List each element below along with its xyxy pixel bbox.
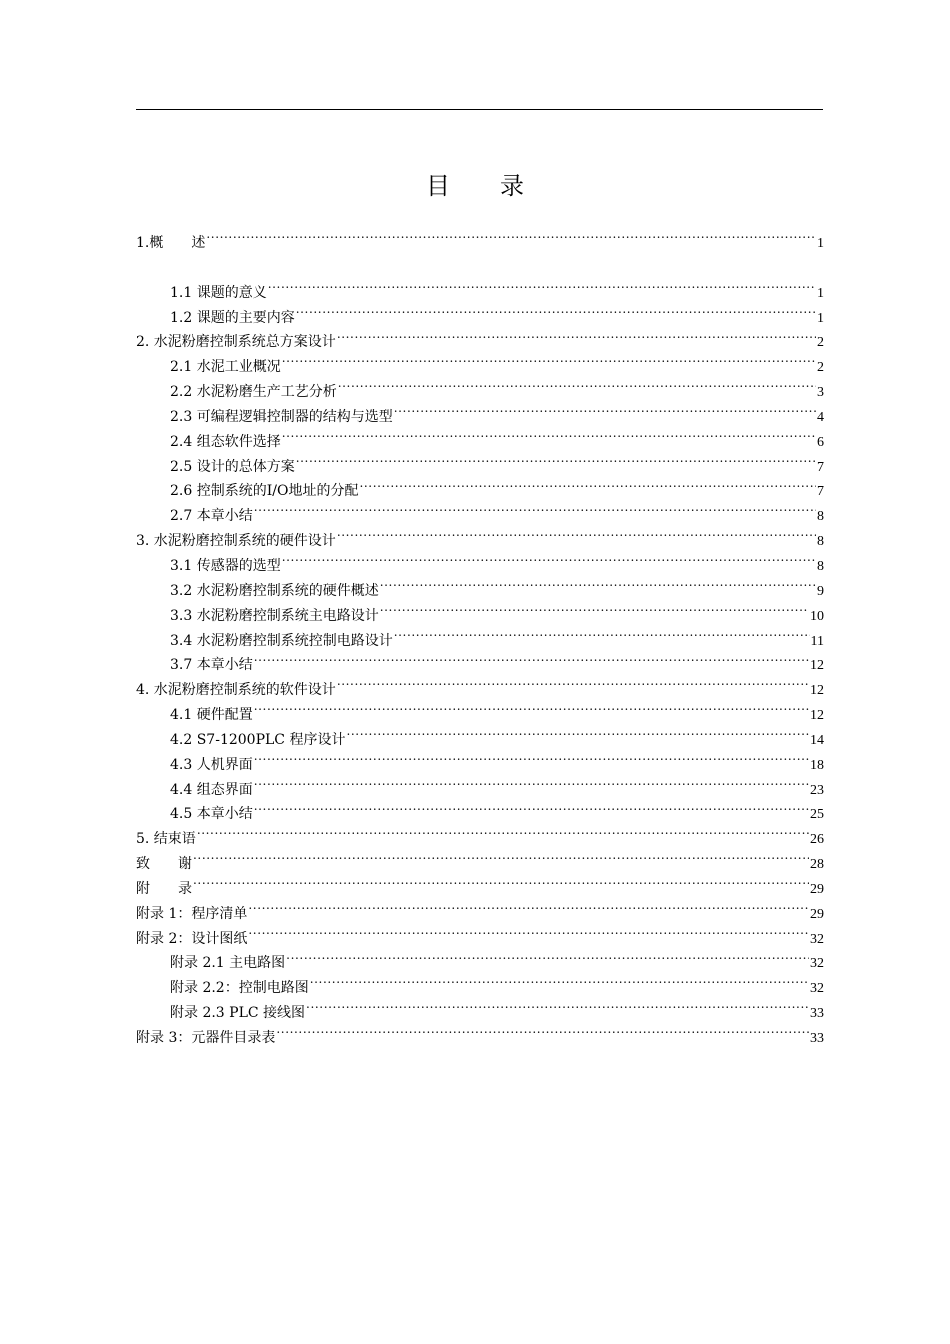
toc-dot-leader — [310, 967, 809, 992]
toc-entry-page-number: 6 — [817, 434, 824, 450]
toc-entry-label: 4. 水泥粉磨控制系统的软件设计 — [136, 682, 336, 699]
toc-dot-leader — [282, 346, 816, 371]
toc-entry-label: 3.3 水泥粉磨控制系统主电路设计 — [170, 607, 379, 624]
toc-entry-label: 附录 3：元器件目录表 — [136, 1030, 276, 1046]
toc-entry-label: 1.概 述 — [136, 234, 206, 251]
toc-dot-leader — [254, 769, 809, 794]
header-rule — [136, 109, 823, 110]
toc-entry-label: 4.2 S7-1200PLC 程序设计 — [170, 731, 346, 748]
toc-dot-leader — [282, 545, 816, 570]
toc-entry-label: 2.4 组态软件选择 — [170, 433, 281, 450]
toc-dot-leader — [254, 495, 816, 520]
toc-entry-page-number: 32 — [810, 981, 824, 997]
toc-entry-label: 5. 结束语 — [136, 831, 196, 848]
toc-entry-label: 附录 2：设计图纸 — [136, 930, 248, 947]
toc-entry-page-number: 32 — [810, 956, 824, 972]
toc-entry[interactable] — [136, 893, 824, 922]
toc-entry-page-number: 3 — [817, 385, 824, 401]
toc-entry-page-number: 9 — [817, 583, 824, 599]
toc-entry-page-number: 8 — [817, 534, 824, 550]
page-title: 目录 — [426, 172, 574, 200]
toc-entry-page-number: 2 — [817, 360, 824, 376]
toc-entry-label: 4.5 本章小结 — [170, 806, 253, 823]
toc-entry-label: 3.2 水泥粉磨控制系统的硬件概述 — [170, 582, 379, 599]
toc-entry-label: 1.2 课题的主要内容 — [170, 309, 295, 326]
toc-dot-leader — [337, 520, 816, 545]
toc-entry[interactable] — [136, 222, 824, 251]
toc-dot-leader — [254, 744, 809, 769]
toc-dot-leader — [296, 297, 816, 322]
toc-dot-leader — [296, 446, 816, 471]
toc-entry-page-number: 28 — [810, 857, 824, 873]
toc-entry-page-number: 8 — [817, 558, 824, 574]
toc-entry-page-number: 7 — [817, 484, 824, 500]
toc-entry[interactable] — [136, 818, 824, 848]
toc-dot-leader — [346, 719, 809, 744]
toc-entry-label: 3.7 本章小结 — [170, 657, 253, 674]
table-of-contents — [136, 222, 824, 1046]
toc-entry-page-number: 33 — [810, 1031, 824, 1046]
toc-entry-page-number: 8 — [817, 509, 824, 525]
toc-entry-page-number: 10 — [810, 608, 824, 624]
toc-entry-page-number: 25 — [810, 807, 824, 823]
toc-dot-leader — [248, 893, 809, 918]
toc-dot-leader — [286, 943, 809, 968]
toc-entry-page-number: 1 — [817, 285, 824, 301]
toc-dot-leader — [306, 992, 809, 1017]
toc-entry-page-number: 12 — [810, 658, 824, 674]
toc-dot-leader — [380, 595, 809, 620]
toc-dot-leader — [276, 1017, 809, 1042]
toc-entry-label: 3. 水泥粉磨控制系统的硬件设计 — [136, 533, 336, 550]
toc-entry-label: 4.1 硬件配置 — [170, 707, 253, 724]
toc-dot-leader — [206, 222, 816, 247]
toc-dot-leader — [394, 396, 816, 421]
toc-dot-leader — [380, 570, 816, 595]
toc-entry[interactable] — [136, 843, 824, 873]
toc-dot-leader — [282, 421, 816, 446]
toc-entry-page-number: 12 — [810, 683, 824, 699]
toc-entry-page-number: 2 — [817, 335, 824, 351]
toc-entry-label: 3.1 传感器的选型 — [170, 557, 281, 574]
toc-entry-label: 2. 水泥粉磨控制系统总方案设计 — [136, 334, 336, 351]
toc-entry-label: 2.2 水泥粉磨生产工艺分析 — [170, 384, 337, 401]
toc-entry-label: 2.1 水泥工业概况 — [170, 359, 281, 376]
toc-dot-leader — [193, 868, 809, 893]
toc-entry-page-number: 4 — [817, 409, 824, 425]
toc-dot-leader — [394, 620, 810, 645]
toc-dot-leader — [268, 272, 816, 297]
toc-entry-page-number: 29 — [810, 881, 824, 897]
toc-entry-label: 致 谢 — [136, 856, 192, 873]
toc-entry-label: 附录 1：程序清单 — [136, 905, 248, 922]
toc-entry-page-number: 29 — [810, 906, 824, 922]
toc-dot-leader — [248, 918, 809, 943]
toc-entry-label: 附 录 — [136, 880, 192, 897]
toc-entry-label: 3.4 水泥粉磨控制系统控制电路设计 — [170, 632, 393, 649]
toc-entry-page-number: 12 — [810, 708, 824, 724]
toc-entry-label: 2.3 可编程逻辑控制器的结构与选型 — [170, 408, 393, 425]
toc-entry-page-number: 33 — [810, 1006, 824, 1022]
toc-entry-page-number: 23 — [810, 782, 824, 798]
toc-entry-label: 2.6 控制系统的I/O地址的分配 — [170, 483, 359, 500]
toc-dot-leader — [337, 322, 816, 347]
toc-entry-label: 2.7 本章小结 — [170, 508, 253, 525]
toc-entry-page-number: 11 — [810, 633, 824, 649]
toc-entry-label: 附录 2.1 主电路图 — [170, 955, 286, 972]
toc-entry-page-number: 1 — [817, 310, 824, 326]
toc-entry[interactable] — [136, 868, 824, 897]
toc-entry-label: 附录 2.3 PLC 接线图 — [170, 1005, 306, 1022]
toc-entry-page-number: 1 — [817, 235, 824, 251]
toc-entry-page-number: 14 — [810, 732, 824, 748]
toc-entry-page-number: 7 — [817, 459, 824, 475]
toc-entry-label: 4.3 人机界面 — [170, 756, 253, 773]
toc-dot-leader — [337, 669, 809, 694]
toc-entry-label: 4.4 组态界面 — [170, 781, 253, 798]
toc-entry-page-number: 32 — [810, 931, 824, 947]
toc-entry-page-number: 26 — [810, 832, 824, 848]
toc-dot-leader — [197, 818, 809, 843]
toc-entry-label: 1.1 课题的意义 — [170, 284, 267, 301]
toc-entry-label: 2.5 设计的总体方案 — [170, 458, 295, 475]
toc-dot-leader — [254, 694, 809, 719]
toc-entry[interactable] — [136, 272, 824, 301]
toc-dot-leader — [359, 471, 816, 496]
toc-entry-page-number: 18 — [810, 757, 824, 773]
toc-dot-leader — [338, 371, 816, 396]
toc-dot-leader — [193, 843, 809, 868]
toc-dot-leader — [254, 645, 809, 670]
toc-entry-label: 附录 2.2：控制电路图 — [170, 980, 309, 997]
toc-dot-leader — [254, 794, 809, 819]
